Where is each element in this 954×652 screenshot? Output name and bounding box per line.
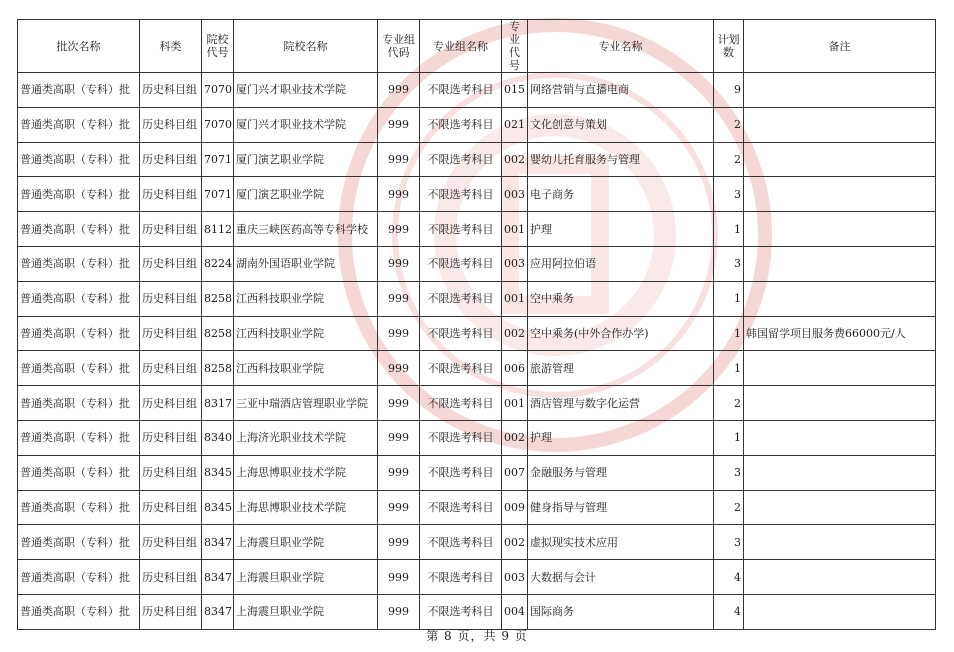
- cell-school-code: 7070: [202, 107, 234, 142]
- col-header-subject: 科类: [140, 20, 202, 73]
- cell-school-code: 8340: [202, 420, 234, 455]
- cell-major-code: 001: [502, 281, 528, 316]
- cell-major-name: 国际商务: [528, 594, 714, 629]
- cell-note: [744, 455, 936, 490]
- cell-plan: 1: [714, 316, 744, 351]
- cell-major-code: 007: [502, 455, 528, 490]
- cell-batch: 普通类高职（专科）批: [18, 73, 140, 108]
- cell-batch: 普通类高职（专科）批: [18, 455, 140, 490]
- cell-batch: 普通类高职（专科）批: [18, 594, 140, 629]
- cell-major-name: 空中乘务(中外合作办学): [528, 316, 714, 351]
- cell-subject: 历史科目组: [140, 420, 202, 455]
- cell-batch: 普通类高职（专科）批: [18, 246, 140, 281]
- cell-group-code: 999: [378, 386, 420, 421]
- table-row: [18, 281, 936, 316]
- cell-school-name: 厦门兴才职业技术学院: [234, 107, 378, 142]
- cell-plan: 1: [714, 420, 744, 455]
- cell-group-code: 999: [378, 351, 420, 386]
- cell-major-code: 004: [502, 594, 528, 629]
- cell-school-name: 上海震旦职业学院: [234, 594, 378, 629]
- col-header-major-code: 专业代号: [502, 20, 528, 73]
- cell-school-code: 8347: [202, 594, 234, 629]
- cell-note: [744, 560, 936, 595]
- cell-subject: 历史科目组: [140, 177, 202, 212]
- cell-group-name: 不限选考科目: [420, 351, 502, 386]
- cell-group-name: 不限选考科目: [420, 525, 502, 560]
- cell-batch: 普通类高职（专科）批: [18, 490, 140, 525]
- cell-plan: 1: [714, 351, 744, 386]
- cell-major-name: 网络营销与直播电商: [528, 73, 714, 108]
- cell-group-code: 999: [378, 107, 420, 142]
- cell-group-code: 999: [378, 73, 420, 108]
- cell-school-name: 江西科技职业学院: [234, 281, 378, 316]
- col-header-note: 备注: [744, 20, 936, 73]
- cell-school-code: 8258: [202, 316, 234, 351]
- table-row: [18, 351, 936, 386]
- admission-plan-table-wrapper: [17, 19, 936, 630]
- cell-plan: 3: [714, 525, 744, 560]
- cell-batch: 普通类高职（专科）批: [18, 107, 140, 142]
- cell-batch: 普通类高职（专科）批: [18, 525, 140, 560]
- cell-group-code: 999: [378, 316, 420, 351]
- cell-note: [744, 490, 936, 525]
- cell-school-name: 厦门演艺职业学院: [234, 177, 378, 212]
- cell-subject: 历史科目组: [140, 142, 202, 177]
- cell-major-code: 002: [502, 316, 528, 351]
- cell-subject: 历史科目组: [140, 386, 202, 421]
- table-row: [18, 73, 936, 108]
- cell-plan: 3: [714, 177, 744, 212]
- table-row: [18, 386, 936, 421]
- cell-note: [744, 420, 936, 455]
- cell-major-code: 002: [502, 525, 528, 560]
- cell-school-code: 8345: [202, 490, 234, 525]
- cell-group-code: 999: [378, 455, 420, 490]
- col-header-major-name: 专业名称: [528, 20, 714, 73]
- cell-plan: 2: [714, 142, 744, 177]
- cell-group-name: 不限选考科目: [420, 107, 502, 142]
- cell-school-code: 8347: [202, 525, 234, 560]
- cell-note: [744, 212, 936, 247]
- cell-group-code: 999: [378, 594, 420, 629]
- cell-major-name: 护理: [528, 212, 714, 247]
- cell-major-name: 空中乘务: [528, 281, 714, 316]
- cell-note: [744, 594, 936, 629]
- cell-major-code: 002: [502, 142, 528, 177]
- table-row: [18, 142, 936, 177]
- cell-major-name: 文化创意与策划: [528, 107, 714, 142]
- cell-school-name: 厦门演艺职业学院: [234, 142, 378, 177]
- cell-school-code: 8258: [202, 351, 234, 386]
- page-number: 第 8 页，共 9 页: [426, 629, 528, 643]
- cell-group-code: 999: [378, 560, 420, 595]
- table-row: [18, 455, 936, 490]
- table-row: [18, 560, 936, 595]
- cell-group-code: 999: [378, 246, 420, 281]
- admission-plan-table: [17, 19, 936, 630]
- cell-school-name: 江西科技职业学院: [234, 351, 378, 386]
- cell-group-code: 999: [378, 420, 420, 455]
- cell-school-name: 上海思博职业技术学院: [234, 455, 378, 490]
- cell-school-code: 7071: [202, 177, 234, 212]
- cell-group-name: 不限选考科目: [420, 420, 502, 455]
- cell-group-name: 不限选考科目: [420, 455, 502, 490]
- cell-major-code: 015: [502, 73, 528, 108]
- table-row: [18, 525, 936, 560]
- cell-subject: 历史科目组: [140, 351, 202, 386]
- cell-batch: 普通类高职（专科）批: [18, 420, 140, 455]
- cell-group-name: 不限选考科目: [420, 490, 502, 525]
- cell-school-name: 上海震旦职业学院: [234, 525, 378, 560]
- table-row: [18, 177, 936, 212]
- cell-school-code: 8112: [202, 212, 234, 247]
- cell-major-name: 健身指导与管理: [528, 490, 714, 525]
- cell-group-code: 999: [378, 281, 420, 316]
- cell-major-name: 护理: [528, 420, 714, 455]
- cell-school-name: 厦门兴才职业技术学院: [234, 73, 378, 108]
- cell-major-name: 应用阿拉伯语: [528, 246, 714, 281]
- cell-batch: 普通类高职（专科）批: [18, 560, 140, 595]
- cell-major-name: 金融服务与管理: [528, 455, 714, 490]
- cell-school-code: 8224: [202, 246, 234, 281]
- cell-school-name: 三亚中瑞酒店管理职业学院: [234, 386, 378, 421]
- cell-group-code: 999: [378, 490, 420, 525]
- cell-plan: 9: [714, 73, 744, 108]
- cell-subject: 历史科目组: [140, 560, 202, 595]
- cell-school-code: 8345: [202, 455, 234, 490]
- cell-major-code: 002: [502, 420, 528, 455]
- cell-note: [744, 73, 936, 108]
- table-row: [18, 212, 936, 247]
- table-row: [18, 107, 936, 142]
- cell-subject: 历史科目组: [140, 594, 202, 629]
- col-header-school-name: 院校名称: [234, 20, 378, 73]
- cell-major-code: 003: [502, 560, 528, 595]
- cell-major-name: 旅游管理: [528, 351, 714, 386]
- cell-note: [744, 177, 936, 212]
- cell-batch: 普通类高职（专科）批: [18, 316, 140, 351]
- cell-school-name: 江西科技职业学院: [234, 316, 378, 351]
- cell-group-name: 不限选考科目: [420, 560, 502, 595]
- cell-subject: 历史科目组: [140, 107, 202, 142]
- cell-subject: 历史科目组: [140, 316, 202, 351]
- cell-plan: 4: [714, 560, 744, 595]
- cell-major-code: 009: [502, 490, 528, 525]
- cell-plan: 2: [714, 107, 744, 142]
- cell-group-name: 不限选考科目: [420, 246, 502, 281]
- cell-subject: 历史科目组: [140, 281, 202, 316]
- cell-note: 韩国留学项目服务费66000元/人: [744, 316, 936, 351]
- cell-batch: 普通类高职（专科）批: [18, 386, 140, 421]
- cell-note: [744, 351, 936, 386]
- cell-major-name: 大数据与会计: [528, 560, 714, 595]
- cell-batch: 普通类高职（专科）批: [18, 177, 140, 212]
- table-row: [18, 594, 936, 629]
- cell-subject: 历史科目组: [140, 246, 202, 281]
- cell-batch: 普通类高职（专科）批: [18, 142, 140, 177]
- cell-group-name: 不限选考科目: [420, 316, 502, 351]
- cell-group-name: 不限选考科目: [420, 212, 502, 247]
- cell-plan: 3: [714, 246, 744, 281]
- cell-subject: 历史科目组: [140, 73, 202, 108]
- cell-school-name: 湖南外国语职业学院: [234, 246, 378, 281]
- cell-group-name: 不限选考科目: [420, 73, 502, 108]
- cell-school-code: 8347: [202, 560, 234, 595]
- cell-note: [744, 525, 936, 560]
- cell-group-name: 不限选考科目: [420, 177, 502, 212]
- cell-major-code: 006: [502, 351, 528, 386]
- cell-major-name: 电子商务: [528, 177, 714, 212]
- table-header-row: [18, 20, 936, 73]
- cell-group-name: 不限选考科目: [420, 594, 502, 629]
- cell-batch: 普通类高职（专科）批: [18, 351, 140, 386]
- cell-plan: 4: [714, 594, 744, 629]
- table-row: [18, 316, 936, 351]
- col-header-batch: 批次名称: [18, 20, 140, 73]
- cell-group-name: 不限选考科目: [420, 142, 502, 177]
- cell-school-code: 7070: [202, 73, 234, 108]
- cell-batch: 普通类高职（专科）批: [18, 212, 140, 247]
- cell-school-name: 上海震旦职业学院: [234, 560, 378, 595]
- table-row: [18, 490, 936, 525]
- cell-major-code: 003: [502, 177, 528, 212]
- table-row: [18, 420, 936, 455]
- cell-school-code: 8258: [202, 281, 234, 316]
- cell-batch: 普通类高职（专科）批: [18, 281, 140, 316]
- cell-subject: 历史科目组: [140, 212, 202, 247]
- cell-major-code: 001: [502, 386, 528, 421]
- cell-plan: 1: [714, 212, 744, 247]
- cell-major-code: 001: [502, 212, 528, 247]
- cell-major-code: 003: [502, 246, 528, 281]
- cell-note: [744, 386, 936, 421]
- cell-group-code: 999: [378, 177, 420, 212]
- cell-note: [744, 142, 936, 177]
- cell-subject: 历史科目组: [140, 490, 202, 525]
- col-header-group-code: 专业组代码: [378, 20, 420, 73]
- cell-subject: 历史科目组: [140, 525, 202, 560]
- col-header-plan: 计划数: [714, 20, 744, 73]
- cell-major-name: 酒店管理与数字化运营: [528, 386, 714, 421]
- cell-note: [744, 281, 936, 316]
- cell-plan: 3: [714, 455, 744, 490]
- cell-major-name: 虚拟现实技术应用: [528, 525, 714, 560]
- cell-school-name: 上海济光职业技术学院: [234, 420, 378, 455]
- cell-note: [744, 246, 936, 281]
- col-header-group-name: 专业组名称: [420, 20, 502, 73]
- cell-major-name: 婴幼儿托育服务与管理: [528, 142, 714, 177]
- cell-group-code: 999: [378, 142, 420, 177]
- cell-plan: 2: [714, 386, 744, 421]
- cell-group-code: 999: [378, 212, 420, 247]
- cell-group-name: 不限选考科目: [420, 281, 502, 316]
- cell-major-code: 021: [502, 107, 528, 142]
- cell-school-code: 7071: [202, 142, 234, 177]
- cell-school-name: 上海思博职业技术学院: [234, 490, 378, 525]
- cell-plan: 1: [714, 281, 744, 316]
- cell-group-name: 不限选考科目: [420, 386, 502, 421]
- cell-group-code: 999: [378, 525, 420, 560]
- table-row: [18, 246, 936, 281]
- cell-school-code: 8317: [202, 386, 234, 421]
- cell-school-name: 重庆三峡医药高等专科学校: [234, 212, 378, 247]
- cell-note: [744, 107, 936, 142]
- col-header-school-code: 院校代号: [202, 20, 234, 73]
- cell-subject: 历史科目组: [140, 455, 202, 490]
- cell-plan: 2: [714, 490, 744, 525]
